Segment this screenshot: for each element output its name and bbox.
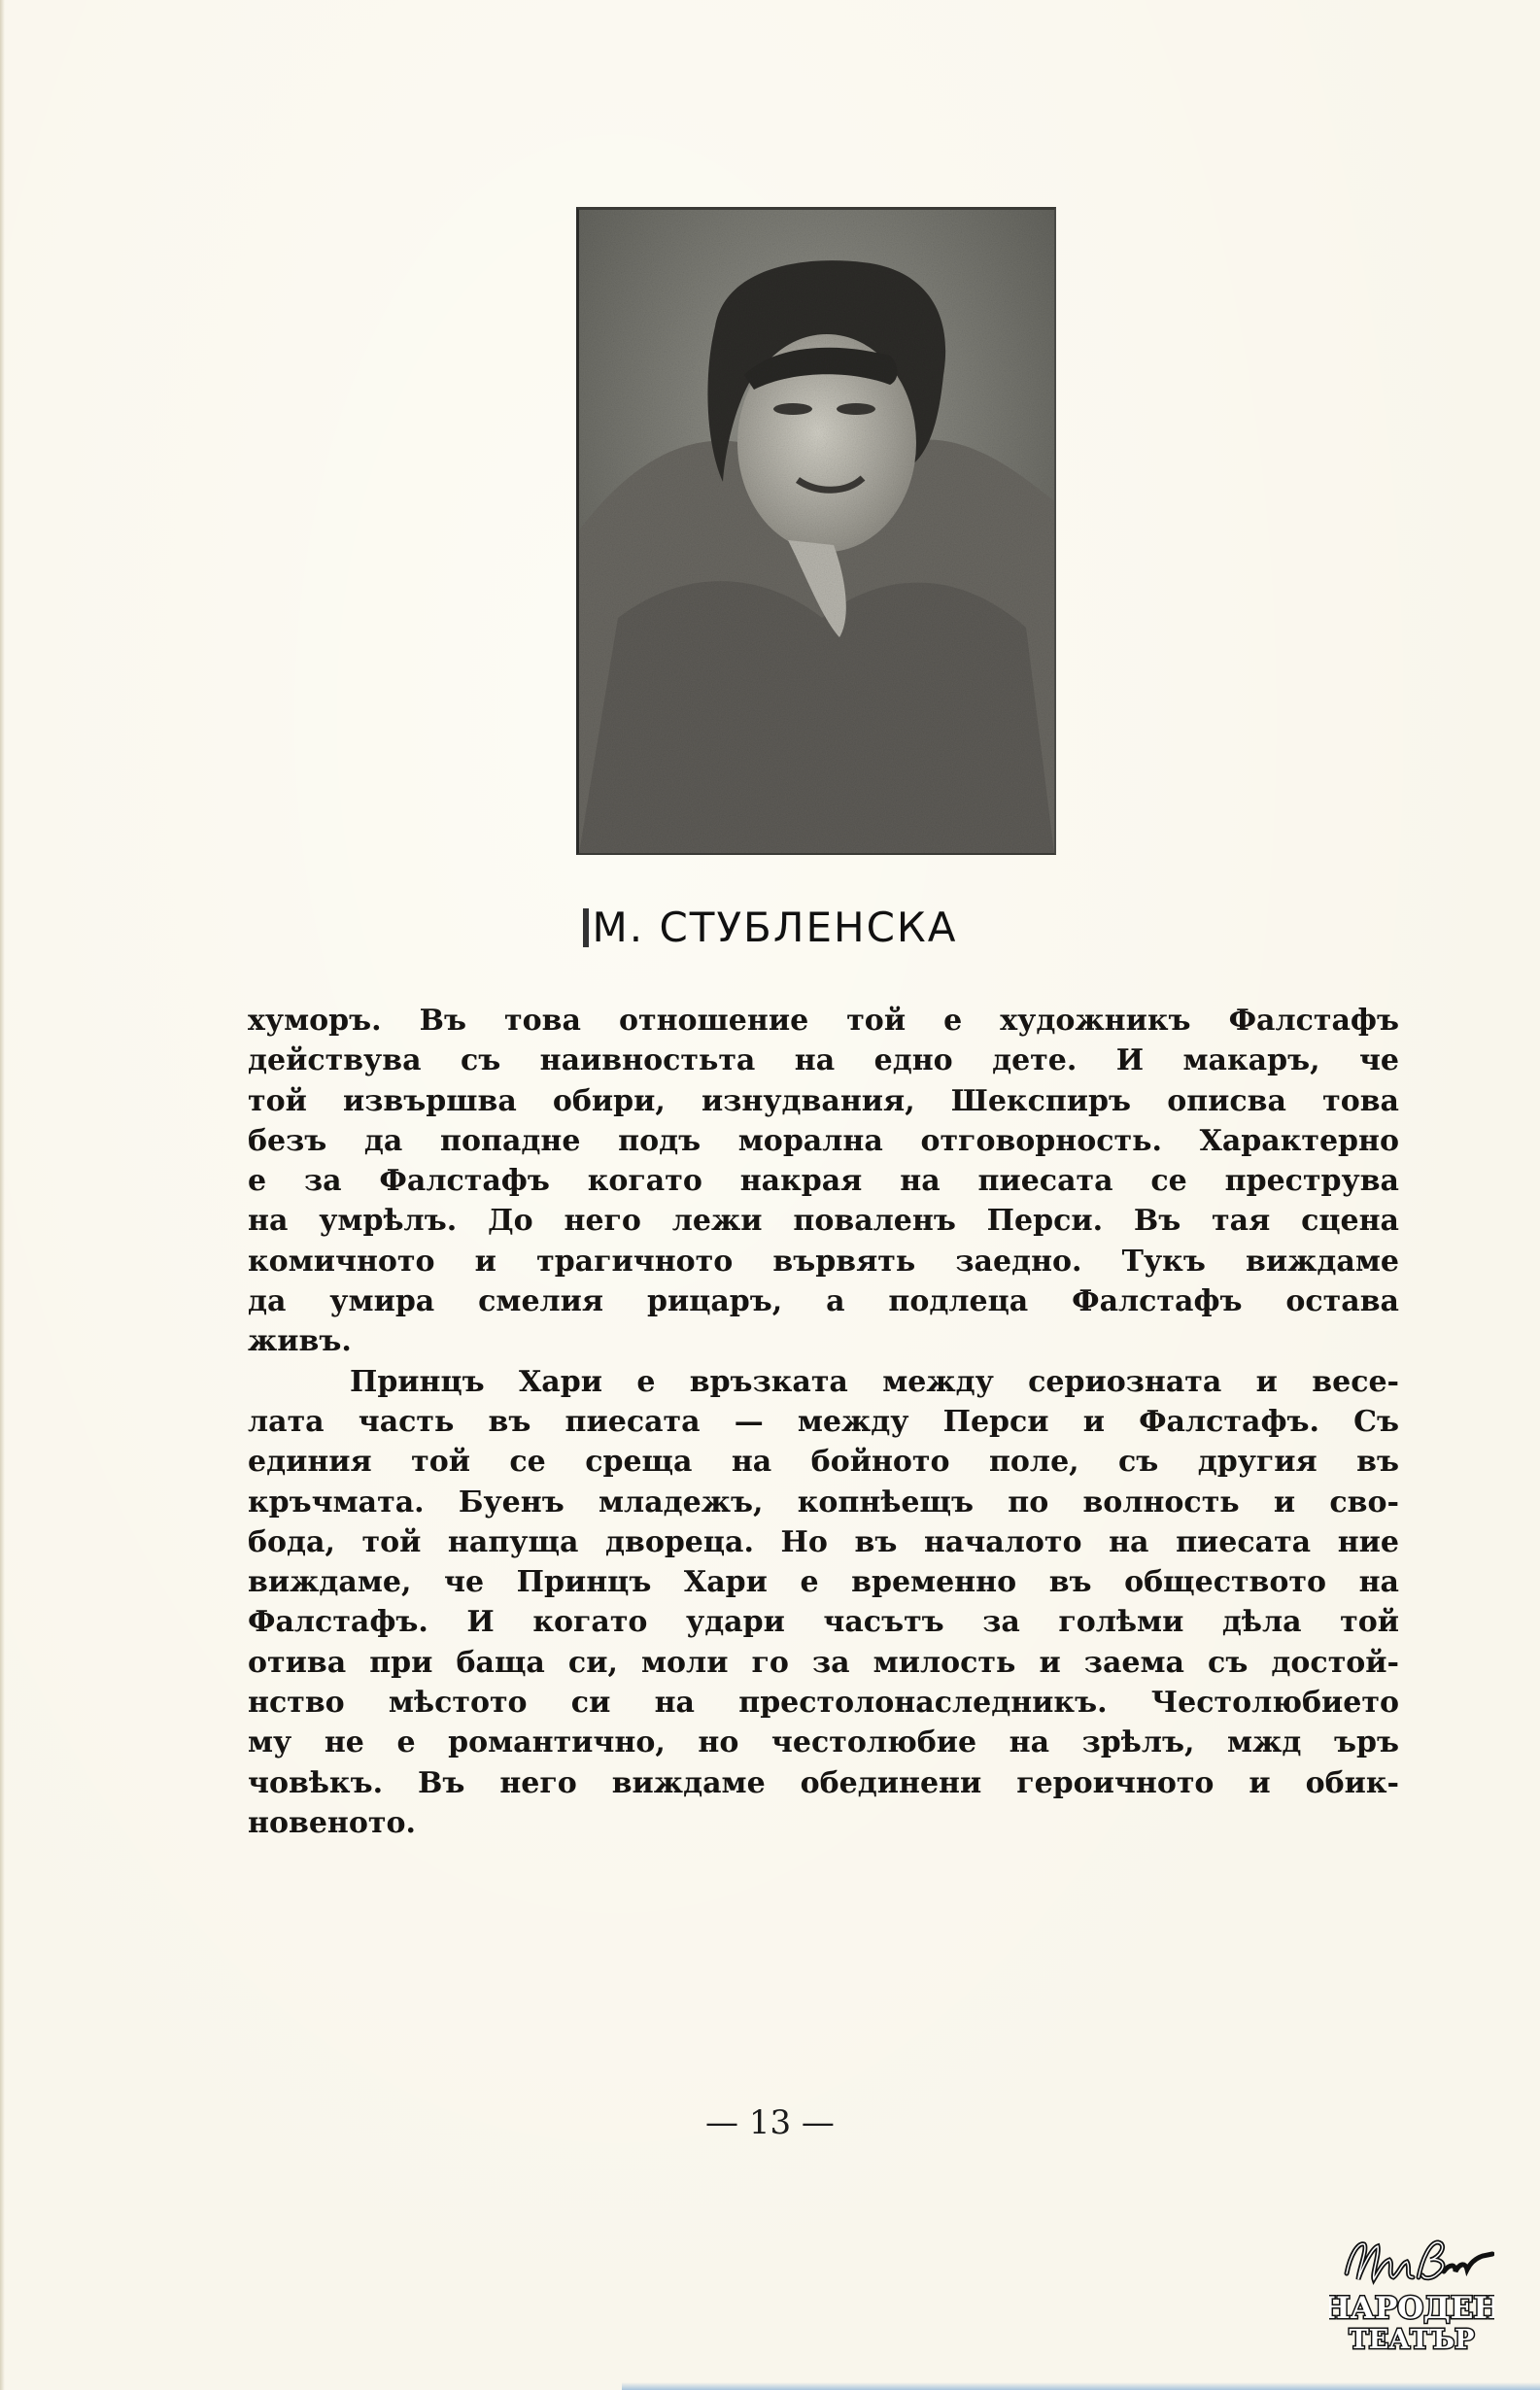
text-line: кръчмата. Буенъ младежъ, копнѣещъ по волность и сво-	[248, 1485, 1399, 1519]
text-line: на умрѣлъ. До него лежи поваленъ Перси. Въ тая сцена	[248, 1204, 1399, 1239]
photo-caption	[0, 904, 1540, 951]
text-line: Принцъ Хари е връзката между сериозната и весе-	[350, 1364, 1399, 1399]
text-line: Фалстафъ. И когато удари часътъ за голѣми дѣла той	[248, 1605, 1399, 1640]
text-line: единия той се среща на бойното поле, съ другия въ	[248, 1445, 1399, 1480]
text-line: нство мѣстото си на престолонаследникъ. Честолюбието	[248, 1686, 1399, 1721]
text-line: човѣкъ. Въ него виждаме обединени героичното и обик-	[248, 1765, 1399, 1800]
caption-text: М. СТУБЛЕНСКА	[592, 904, 958, 951]
caption-mark	[583, 908, 589, 947]
portrait-image	[579, 210, 1054, 853]
body-text	[248, 1001, 1399, 1843]
text-line: живъ.	[248, 1324, 352, 1359]
logo-line1: НАРОДЕН	[1329, 2291, 1494, 2326]
text-line: му не е романтично, но честолюбие на зрѣлъ, мжд ъръ	[248, 1725, 1399, 1760]
text-line: лата часть въ пиесата — между Перси и Фалстафъ. Съ	[248, 1404, 1399, 1439]
logo-line2: ТЕАТЪР	[1349, 2325, 1475, 2355]
text-line: новеното.	[248, 1805, 416, 1840]
portrait-photo	[576, 207, 1056, 855]
text-line: отива при баща си, моли го за милость и заема съ достой-	[248, 1645, 1399, 1680]
page-number: — 13 —	[705, 2103, 835, 2142]
text-line: хуморъ. Въ това отношение той е художникъ Фалстафъ	[248, 1004, 1399, 1038]
text-line: е за Фалстафъ когато накрая на пиесата се преструва	[248, 1164, 1399, 1199]
text-line: безъ да попадне подъ морална отговорность. Характерно	[248, 1123, 1399, 1158]
text-line: действува съ наивностьта на едно дете. И макаръ, че	[248, 1043, 1399, 1078]
text-line: виждаме, че Принцъ Хари е временно въ обществото на	[248, 1565, 1399, 1600]
scan-bottom-strip	[622, 2382, 1540, 2390]
text-line: да умира смелия рицаръ, а подлеца Фалстафъ остава	[248, 1284, 1399, 1319]
theatre-logo	[1329, 2235, 1494, 2356]
text-line: той извършва обири, изнудвания, Шекспиръ описва това	[248, 1083, 1399, 1118]
page-edge-shadow	[0, 0, 5, 2390]
national-theatre-logo-icon	[1329, 2235, 1494, 2356]
text-line: комичното и трагичното вървять заедно. Тукъ виждаме	[248, 1244, 1399, 1279]
text-line: бода, той напуща двореца. Но въ началото на пиесата ние	[248, 1524, 1399, 1559]
